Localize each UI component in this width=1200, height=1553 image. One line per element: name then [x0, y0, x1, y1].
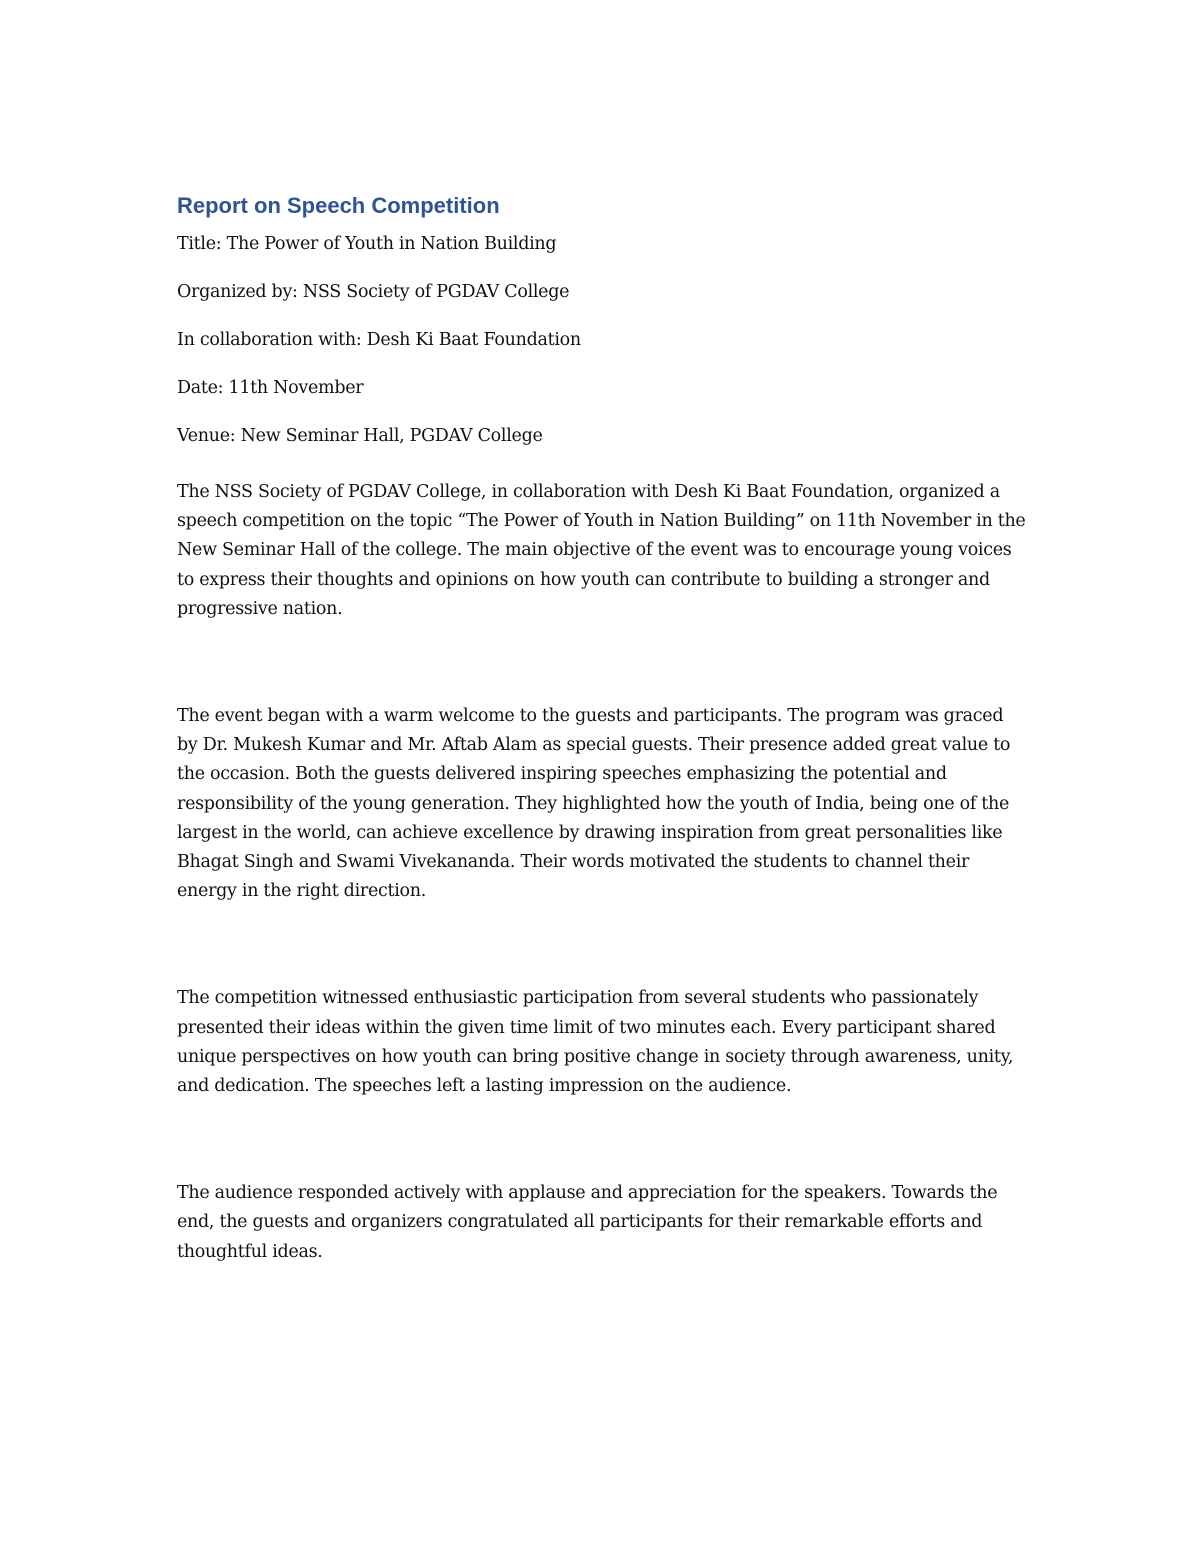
event-title-line: Title: The Power of Youth in Nation Building — [177, 234, 557, 254]
venue-line: Venue: New Seminar Hall, PGDAV College — [177, 426, 543, 446]
collaboration-line: In collaboration with: Desh Ki Baat Foundation — [177, 330, 581, 350]
paragraph-introduction: The NSS Society of PGDAV College, in collaboration with Desh Ki Baat Foundation, organized a speech competition on the topic “The Power of Youth in Nation Building” on 11th November in the New Seminar Hall of the college. The main objective of the event was to encourage young voices to express their thoughts and opinions on how youth can contribute to building a stronger and progressive nation. — [177, 482, 1026, 619]
report-heading: Report on Speech Competition — [177, 193, 500, 218]
organized-by-line: Organized by: NSS Society of PGDAV College — [177, 282, 570, 302]
paragraph-competition: The competition witnessed enthusiastic participation from several students who passionately presented their ideas within the given time limit of two minutes each. Every participant shared unique perspectives on how youth can bring positive change in society through awareness, unity, and dedication. The speeches left a lasting impression on the audience. — [177, 988, 1014, 1097]
document-body — [177, 191, 1027, 1267]
date-line: Date: 11th November — [177, 378, 364, 398]
paragraph-guests: The event began with a warm welcome to the guests and participants. The program was graced by Dr. Mukesh Kumar and Mr. Aftab Alam as special guests. Their presence added great value to the occasion. Both the guests delivered inspiring speeches emphasizing the potential and responsibility of the young generation. They highlighted how the youth of India, being one of the largest in the world, can achieve excellence by drawing inspiration from great personalities like Bhagat Singh and Swami Vivekananda. Their words motivated the students to channel their energy in the right direction. — [177, 706, 1011, 902]
paragraph-conclusion: The audience responded actively with applause and appreciation for the speakers. Towards the end, the guests and organizers congratulated all participants for their remarkable efforts and thoughtful ideas. — [177, 1183, 998, 1262]
